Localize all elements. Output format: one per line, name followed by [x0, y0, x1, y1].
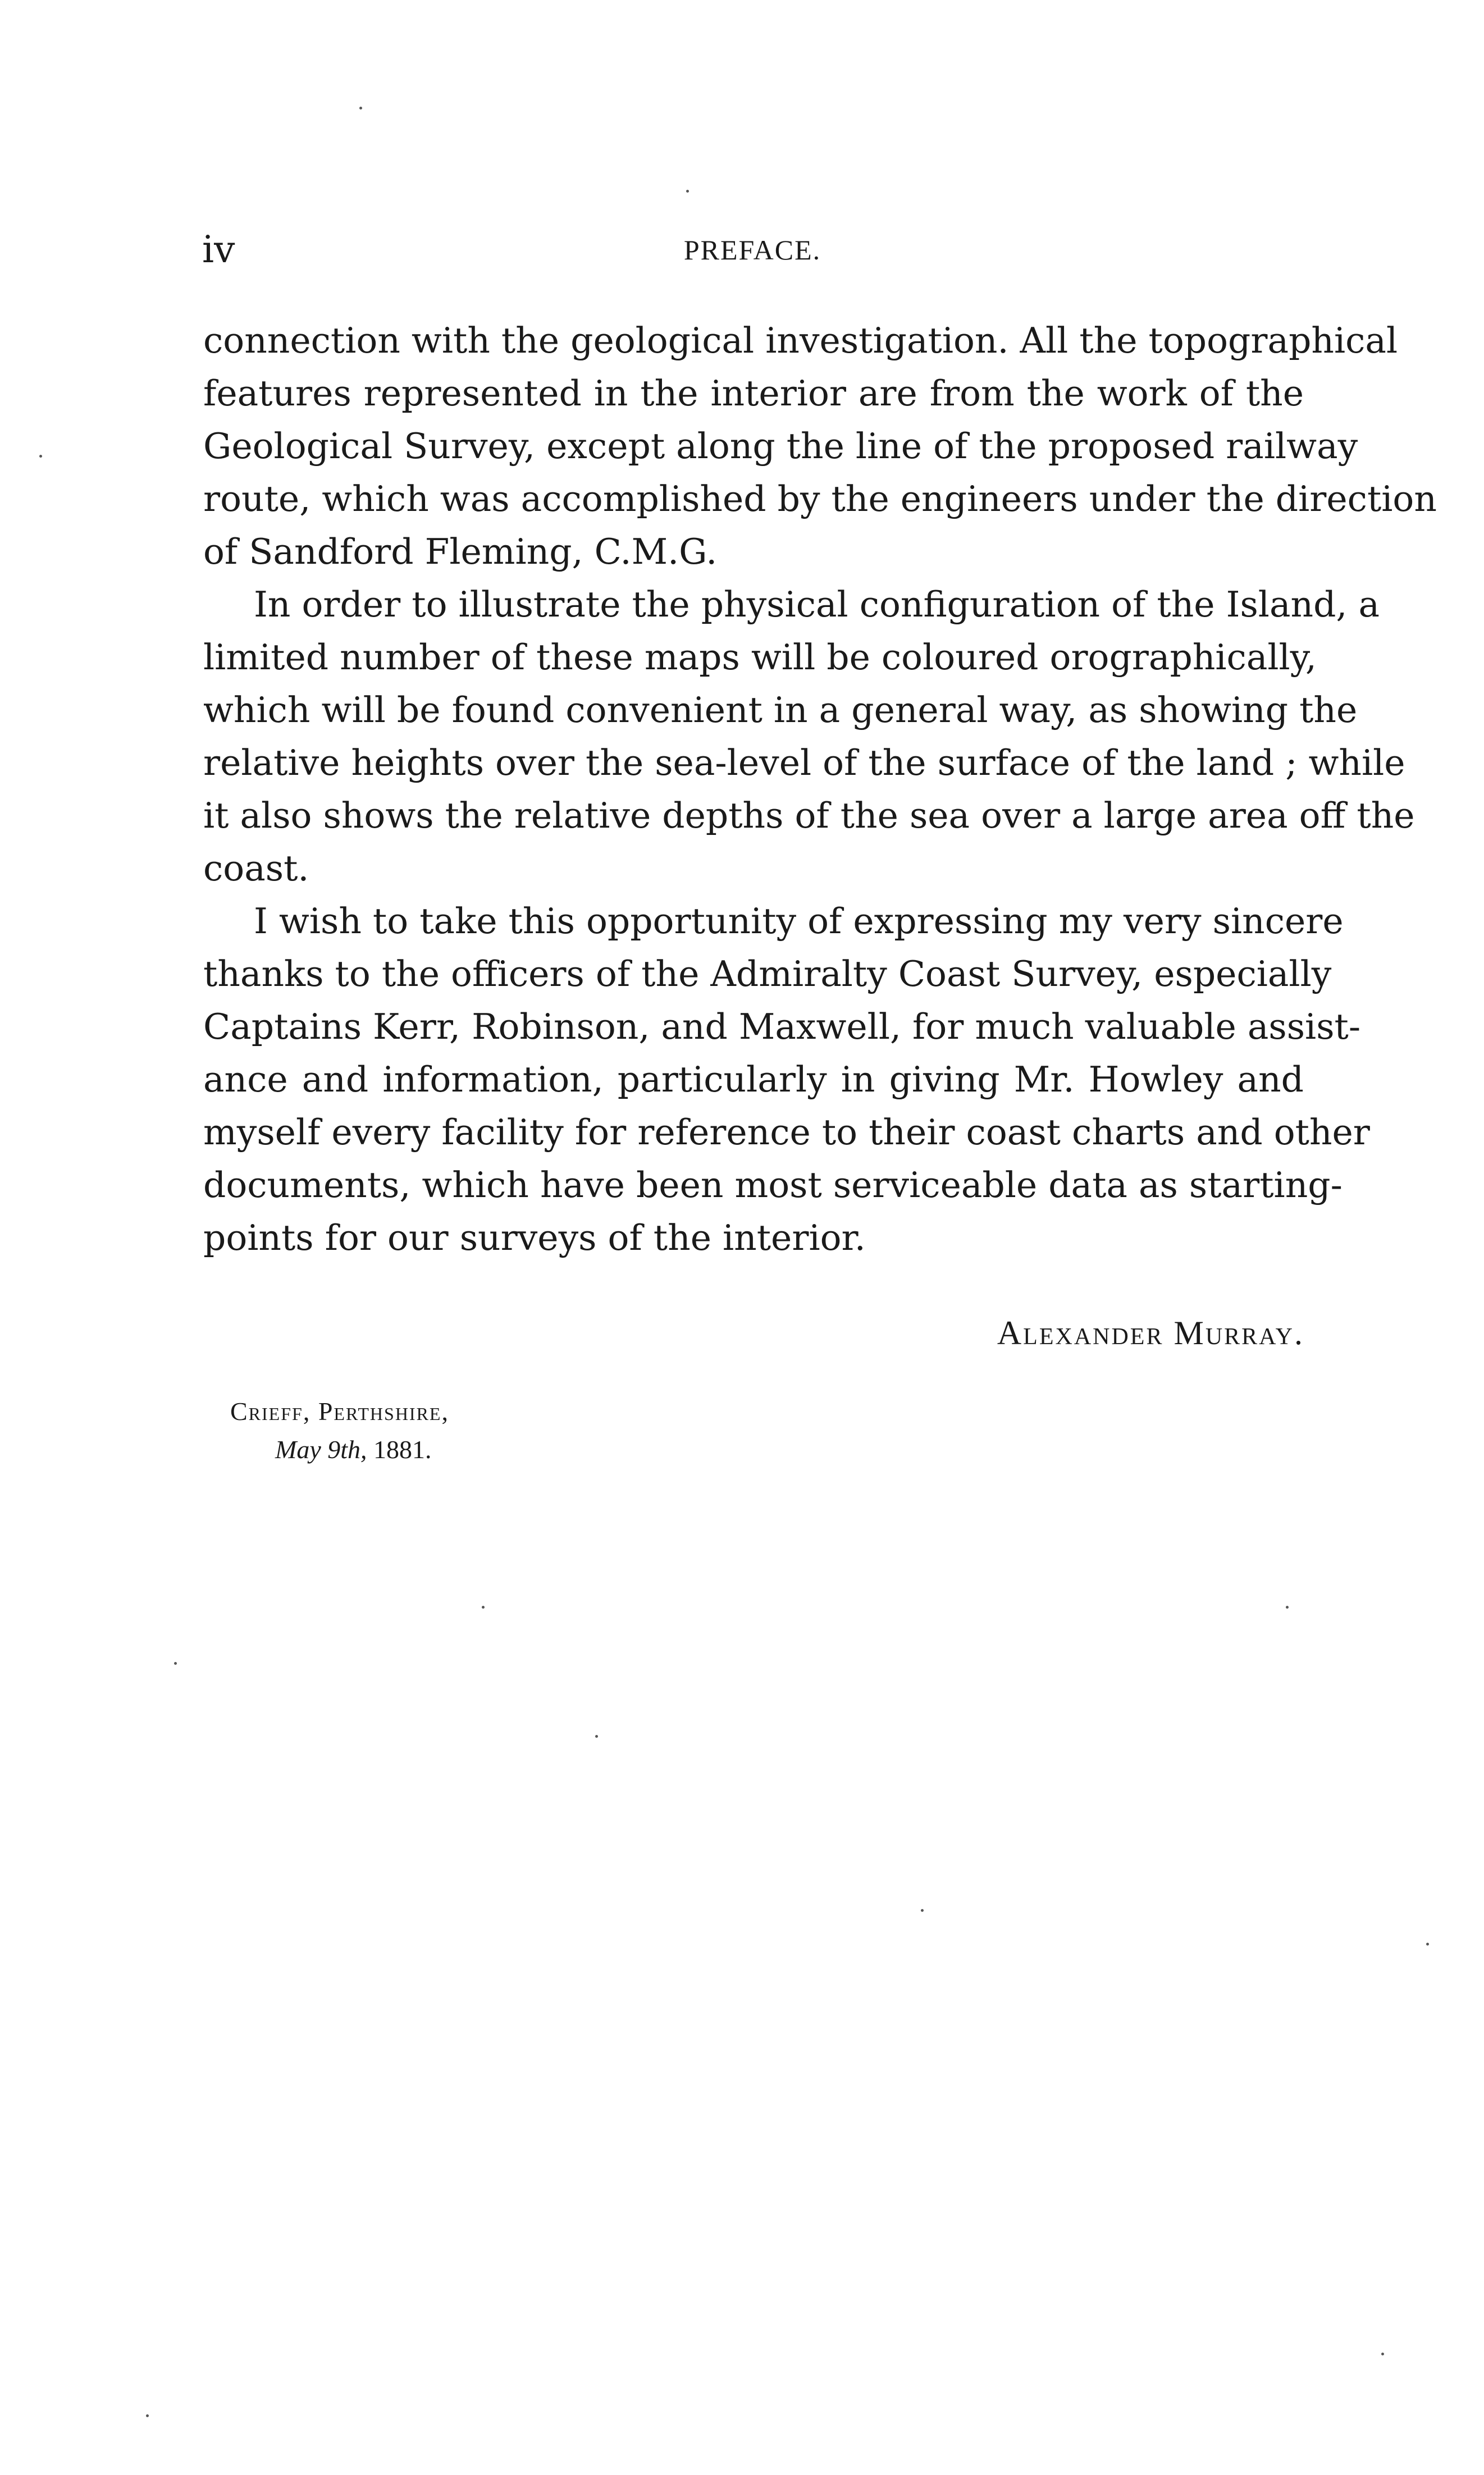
- text-line: thanks to the officers of the Admiralty Coast Survey, especially: [203, 953, 1332, 994]
- text-line: I wish to take this opportunity of expressing my very sincere: [254, 901, 1344, 942]
- text-line: relative heights over the sea-level of the surface of the land ; while: [203, 742, 1405, 783]
- scan-speck: [1426, 1943, 1429, 1946]
- author-signature: Alexander Murray.: [997, 1314, 1304, 1351]
- text-line: ance and information, particularly in giving Mr. Howley and: [203, 1059, 1304, 1100]
- paragraph-3: [203, 895, 1370, 1264]
- scan-speck: [686, 190, 689, 193]
- text-line: which will be found convenient in a general way, as showing the: [203, 689, 1358, 730]
- scan-speck: [146, 2414, 149, 2417]
- scan-speck: [482, 1606, 485, 1609]
- paragraph-1: [203, 314, 1437, 578]
- paragraph-2: [203, 578, 1415, 895]
- text-line: Captains Kerr, Robinson, and Maxwell, for much valuable assist-: [203, 1006, 1361, 1047]
- preface-body: [203, 314, 1437, 1264]
- scan-speck: [39, 455, 42, 458]
- dateline-year: 1881.: [373, 1435, 432, 1464]
- text-line: connection with the geological investigation. All the topographical: [203, 320, 1398, 361]
- dateline-day: May 9th,: [275, 1435, 367, 1464]
- scan-speck: [1286, 1606, 1289, 1609]
- dateline-date: [230, 1431, 449, 1469]
- scan-speck: [174, 1662, 177, 1665]
- text-line: myself every facility for reference to their coast charts and other: [203, 1112, 1370, 1153]
- scan-speck: [1381, 2353, 1384, 2355]
- text-line: documents, which have been most serviceable data as starting-: [203, 1165, 1343, 1205]
- text-line: it also shows the relative depths of the sea over a large area off the: [203, 795, 1415, 836]
- scan-speck: [359, 107, 362, 109]
- text-line: coast.: [203, 848, 309, 889]
- text-line: limited number of these maps will be coloured orographically,: [203, 637, 1317, 678]
- scan-speck: [595, 1735, 598, 1738]
- text-line: points for our surveys of the interior.: [203, 1217, 866, 1258]
- text-line: features represented in the interior are from the work of the: [203, 373, 1304, 414]
- text-line: Geological Survey, except along the line of the proposed railway: [203, 426, 1358, 467]
- running-head: PREFACE.: [683, 234, 821, 266]
- dateline-place: Crieff, Perthshire,: [230, 1397, 449, 1426]
- dateline: [230, 1392, 449, 1469]
- scan-speck: [921, 1909, 924, 1912]
- text-line: route, which was accomplished by the engineers under the direction: [203, 478, 1437, 519]
- text-line: In order to illustrate the physical configuration of the Island, a: [254, 584, 1380, 625]
- page-number: iv: [202, 228, 235, 271]
- text-line: of Sandford Fleming, C.M.G.: [203, 531, 718, 572]
- page-header: [202, 225, 1303, 275]
